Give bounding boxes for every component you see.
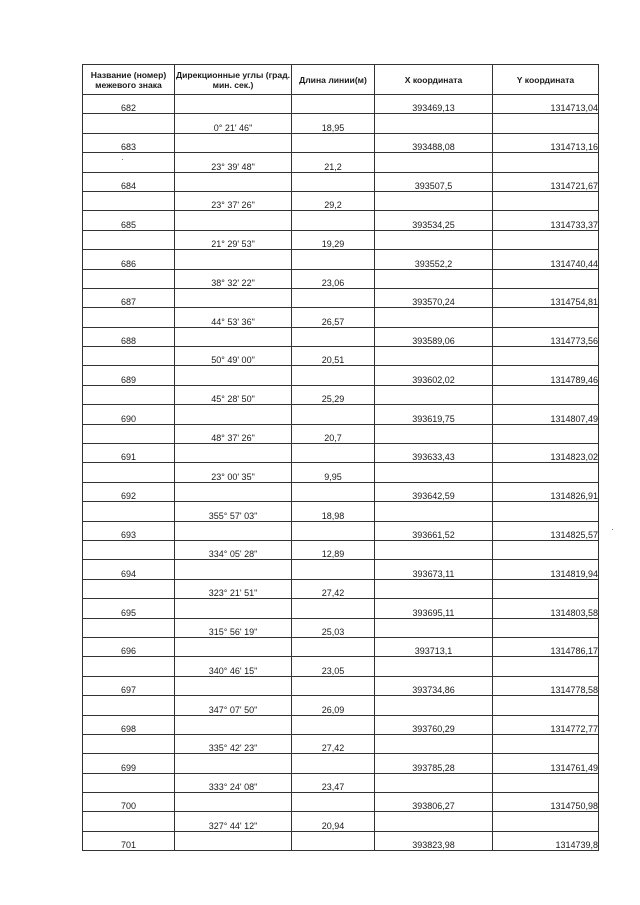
- cell-mark-name: [83, 191, 175, 210]
- cell-x-coordinate: [375, 385, 493, 404]
- cell-x-coordinate: 393642,59: [375, 482, 493, 501]
- cell-line-length: [292, 482, 375, 501]
- cell-x-coordinate: [375, 502, 493, 521]
- boundary-marks-table: [82, 64, 599, 851]
- header-mark-name: Название (номер) межевого знака: [83, 65, 175, 95]
- cell-direction-angle: [175, 95, 292, 114]
- cell-direction-angle: 45° 28' 50": [175, 385, 292, 404]
- cell-mark-name: 685: [83, 211, 175, 230]
- cell-direction-angle: 333° 24' 08": [175, 773, 292, 792]
- cell-mark-name: 686: [83, 250, 175, 269]
- table-row: [83, 579, 599, 598]
- cell-line-length: [292, 599, 375, 618]
- cell-y-coordinate: 1314789,46: [493, 366, 599, 385]
- cell-mark-name: 690: [83, 405, 175, 424]
- cell-mark-name: 696: [83, 637, 175, 656]
- table-row: [83, 269, 599, 288]
- cell-direction-angle: [175, 172, 292, 191]
- cell-y-coordinate: 1314825,57: [493, 521, 599, 540]
- cell-line-length: [292, 444, 375, 463]
- header-line-length: Длина линии(м): [292, 65, 375, 95]
- table-row: [83, 540, 599, 559]
- cell-line-length: 9,95: [292, 463, 375, 482]
- cell-y-coordinate: [493, 269, 599, 288]
- cell-x-coordinate: 393619,75: [375, 405, 493, 424]
- cell-y-coordinate: 1314761,49: [493, 754, 599, 773]
- cell-x-coordinate: [375, 579, 493, 598]
- cell-mark-name: 694: [83, 560, 175, 579]
- cell-y-coordinate: 1314713,04: [493, 95, 599, 114]
- cell-mark-name: 700: [83, 793, 175, 812]
- cell-mark-name: 695: [83, 599, 175, 618]
- cell-mark-name: 699: [83, 754, 175, 773]
- cell-direction-angle: 44° 53' 36": [175, 308, 292, 327]
- cell-y-coordinate: [493, 773, 599, 792]
- cell-x-coordinate: 393589,06: [375, 327, 493, 346]
- cell-x-coordinate: 393633,43: [375, 444, 493, 463]
- cell-mark-name: [83, 269, 175, 288]
- table-row: [83, 482, 599, 501]
- cell-y-coordinate: 1314713,16: [493, 133, 599, 152]
- cell-mark-name: [83, 502, 175, 521]
- cell-direction-angle: [175, 133, 292, 152]
- cell-mark-name: [83, 347, 175, 366]
- cell-line-length: 18,98: [292, 502, 375, 521]
- cell-x-coordinate: 393785,28: [375, 754, 493, 773]
- cell-mark-name: 688: [83, 327, 175, 346]
- table-row: [83, 715, 599, 734]
- cell-x-coordinate: 393823,98: [375, 831, 493, 850]
- table-row: [83, 366, 599, 385]
- cell-direction-angle: 23° 37' 26": [175, 191, 292, 210]
- cell-y-coordinate: 1314750,98: [493, 793, 599, 812]
- cell-mark-name: 697: [83, 676, 175, 695]
- cell-y-coordinate: [493, 734, 599, 753]
- cell-line-length: [292, 133, 375, 152]
- cell-y-coordinate: 1314819,94: [493, 560, 599, 579]
- cell-y-coordinate: [493, 618, 599, 637]
- table-row: [83, 95, 599, 114]
- cell-x-coordinate: [375, 773, 493, 792]
- cell-y-coordinate: [493, 191, 599, 210]
- cell-mark-name: 684: [83, 172, 175, 191]
- cell-y-coordinate: 1314740,44: [493, 250, 599, 269]
- table-row: [83, 288, 599, 307]
- cell-line-length: 23,06: [292, 269, 375, 288]
- table-row: [83, 114, 599, 133]
- cell-direction-angle: 340° 46' 15": [175, 657, 292, 676]
- cell-direction-angle: [175, 715, 292, 734]
- table-row: [83, 521, 599, 540]
- cell-y-coordinate: 1314823,02: [493, 444, 599, 463]
- cell-mark-name: [83, 734, 175, 753]
- cell-line-length: [292, 754, 375, 773]
- table-row: [83, 463, 599, 482]
- cell-mark-name: 691: [83, 444, 175, 463]
- cell-line-length: 27,42: [292, 734, 375, 753]
- cell-direction-angle: [175, 366, 292, 385]
- table-body: [83, 95, 599, 851]
- table-row: [83, 211, 599, 230]
- table-row: [83, 676, 599, 695]
- cell-line-length: 18,95: [292, 114, 375, 133]
- cell-mark-name: 689: [83, 366, 175, 385]
- cell-x-coordinate: 393488,08: [375, 133, 493, 152]
- cell-line-length: 27,42: [292, 579, 375, 598]
- cell-line-length: [292, 250, 375, 269]
- table-row: [83, 424, 599, 443]
- cell-x-coordinate: 393734,86: [375, 676, 493, 695]
- cell-line-length: [292, 560, 375, 579]
- cell-line-length: [292, 95, 375, 114]
- cell-x-coordinate: [375, 347, 493, 366]
- cell-x-coordinate: [375, 191, 493, 210]
- cell-line-length: 26,57: [292, 308, 375, 327]
- header-y-coordinate: Y координата: [493, 65, 599, 95]
- cell-x-coordinate: [375, 463, 493, 482]
- table-row: [83, 191, 599, 210]
- cell-y-coordinate: 1314773,56: [493, 327, 599, 346]
- cell-x-coordinate: 393661,52: [375, 521, 493, 540]
- cell-x-coordinate: 393469,13: [375, 95, 493, 114]
- cell-y-coordinate: [493, 424, 599, 443]
- table-row: [83, 773, 599, 792]
- cell-line-length: 21,2: [292, 153, 375, 172]
- cell-x-coordinate: 393534,25: [375, 211, 493, 230]
- cell-x-coordinate: [375, 114, 493, 133]
- cell-line-length: [292, 637, 375, 656]
- table-row: [83, 618, 599, 637]
- cell-x-coordinate: 393552,2: [375, 250, 493, 269]
- header-x-coordinate: X координата: [375, 65, 493, 95]
- cell-y-coordinate: [493, 696, 599, 715]
- cell-y-coordinate: 1314772,77: [493, 715, 599, 734]
- cell-mark-name: [83, 424, 175, 443]
- cell-y-coordinate: [493, 579, 599, 598]
- scan-speck: [612, 529, 613, 530]
- table-row: [83, 308, 599, 327]
- cell-x-coordinate: [375, 657, 493, 676]
- cell-y-coordinate: [493, 502, 599, 521]
- cell-y-coordinate: [493, 812, 599, 831]
- cell-line-length: [292, 211, 375, 230]
- cell-direction-angle: [175, 793, 292, 812]
- cell-direction-angle: [175, 560, 292, 579]
- cell-x-coordinate: [375, 230, 493, 249]
- cell-line-length: [292, 172, 375, 191]
- cell-direction-angle: 21° 29' 53": [175, 230, 292, 249]
- cell-mark-name: [83, 579, 175, 598]
- cell-y-coordinate: 1314786,17: [493, 637, 599, 656]
- cell-x-coordinate: 393507,5: [375, 172, 493, 191]
- cell-y-coordinate: [493, 463, 599, 482]
- cell-direction-angle: 323° 21' 51": [175, 579, 292, 598]
- cell-y-coordinate: 1314721,67: [493, 172, 599, 191]
- cell-direction-angle: [175, 288, 292, 307]
- header-direction-angle: Дирекционные углы (град. мин. сек.): [175, 65, 292, 95]
- cell-y-coordinate: [493, 540, 599, 559]
- cell-direction-angle: [175, 211, 292, 230]
- table-row: [83, 696, 599, 715]
- cell-line-length: [292, 831, 375, 850]
- table-row: [83, 812, 599, 831]
- cell-mark-name: [83, 230, 175, 249]
- cell-mark-name: 687: [83, 288, 175, 307]
- table-row: [83, 831, 599, 850]
- cell-x-coordinate: [375, 734, 493, 753]
- cell-y-coordinate: 1314803,58: [493, 599, 599, 618]
- table-row: [83, 444, 599, 463]
- cell-line-length: 20,51: [292, 347, 375, 366]
- table-row: [83, 133, 599, 152]
- table-row: [83, 347, 599, 366]
- cell-y-coordinate: [493, 114, 599, 133]
- table-row: [83, 405, 599, 424]
- cell-line-length: [292, 793, 375, 812]
- cell-y-coordinate: [493, 347, 599, 366]
- cell-mark-name: [83, 540, 175, 559]
- cell-mark-name: 683: [83, 133, 175, 152]
- cell-line-length: [292, 405, 375, 424]
- cell-y-coordinate: [493, 657, 599, 676]
- cell-line-length: [292, 327, 375, 346]
- cell-direction-angle: 347° 07' 50": [175, 696, 292, 715]
- cell-direction-angle: [175, 444, 292, 463]
- cell-direction-angle: [175, 482, 292, 501]
- table-row: [83, 657, 599, 676]
- cell-direction-angle: 38° 32' 22": [175, 269, 292, 288]
- cell-x-coordinate: [375, 269, 493, 288]
- cell-direction-angle: 334° 05' 28": [175, 540, 292, 559]
- table-row: [83, 754, 599, 773]
- cell-line-length: 26,09: [292, 696, 375, 715]
- table-row: [83, 560, 599, 579]
- cell-y-coordinate: [493, 308, 599, 327]
- cell-mark-name: 693: [83, 521, 175, 540]
- cell-line-length: 19,29: [292, 230, 375, 249]
- table-row: [83, 230, 599, 249]
- cell-line-length: 25,03: [292, 618, 375, 637]
- cell-y-coordinate: 1314778,58: [493, 676, 599, 695]
- cell-direction-angle: [175, 405, 292, 424]
- cell-line-length: 12,89: [292, 540, 375, 559]
- cell-direction-angle: 355° 57' 03": [175, 502, 292, 521]
- cell-line-length: 23,47: [292, 773, 375, 792]
- cell-x-coordinate: 393695,11: [375, 599, 493, 618]
- table-row: [83, 153, 599, 172]
- cell-mark-name: 701: [83, 831, 175, 850]
- table-row: [83, 172, 599, 191]
- cell-x-coordinate: 393760,29: [375, 715, 493, 734]
- cell-x-coordinate: [375, 618, 493, 637]
- cell-mark-name: [83, 385, 175, 404]
- cell-line-length: [292, 715, 375, 734]
- table-row: [83, 327, 599, 346]
- table-row: [83, 502, 599, 521]
- cell-mark-name: [83, 153, 175, 172]
- cell-direction-angle: [175, 250, 292, 269]
- cell-x-coordinate: 393673,11: [375, 560, 493, 579]
- cell-direction-angle: 23° 00' 35": [175, 463, 292, 482]
- cell-direction-angle: [175, 676, 292, 695]
- cell-direction-angle: [175, 521, 292, 540]
- cell-line-length: [292, 521, 375, 540]
- cell-direction-angle: [175, 327, 292, 346]
- cell-mark-name: [83, 812, 175, 831]
- cell-line-length: [292, 288, 375, 307]
- cell-y-coordinate: 1314733,37: [493, 211, 599, 230]
- cell-mark-name: 692: [83, 482, 175, 501]
- table-header-row: [83, 65, 599, 95]
- cell-mark-name: [83, 618, 175, 637]
- cell-y-coordinate: 1314754,81: [493, 288, 599, 307]
- cell-x-coordinate: [375, 308, 493, 327]
- cell-direction-angle: [175, 637, 292, 656]
- cell-x-coordinate: 393713,1: [375, 637, 493, 656]
- cell-direction-angle: 335° 42' 23": [175, 734, 292, 753]
- cell-direction-angle: [175, 754, 292, 773]
- cell-y-coordinate: 1314826,91: [493, 482, 599, 501]
- cell-direction-angle: [175, 599, 292, 618]
- cell-line-length: [292, 366, 375, 385]
- cell-line-length: 29,2: [292, 191, 375, 210]
- cell-x-coordinate: [375, 696, 493, 715]
- table-row: [83, 599, 599, 618]
- cell-y-coordinate: [493, 230, 599, 249]
- cell-mark-name: [83, 773, 175, 792]
- cell-line-length: 20,94: [292, 812, 375, 831]
- table-row: [83, 637, 599, 656]
- cell-direction-angle: 0° 21' 46": [175, 114, 292, 133]
- cell-direction-angle: 327° 44' 12": [175, 812, 292, 831]
- cell-y-coordinate: 1314807,49: [493, 405, 599, 424]
- cell-line-length: 20,7: [292, 424, 375, 443]
- cell-y-coordinate: 1314739,8: [493, 831, 599, 850]
- cell-direction-angle: 50° 49' 00": [175, 347, 292, 366]
- cell-line-length: 23,05: [292, 657, 375, 676]
- scan-speck: [122, 159, 123, 160]
- cell-direction-angle: 315° 56' 19": [175, 618, 292, 637]
- cell-x-coordinate: [375, 540, 493, 559]
- cell-x-coordinate: [375, 153, 493, 172]
- cell-x-coordinate: 393602,02: [375, 366, 493, 385]
- table-row: [83, 250, 599, 269]
- cell-line-length: 25,29: [292, 385, 375, 404]
- cell-direction-angle: 48° 37' 26": [175, 424, 292, 443]
- table-row: [83, 385, 599, 404]
- table-row: [83, 734, 599, 753]
- cell-line-length: [292, 676, 375, 695]
- cell-mark-name: 682: [83, 95, 175, 114]
- cell-direction-angle: 23° 39' 48": [175, 153, 292, 172]
- cell-mark-name: [83, 114, 175, 133]
- cell-mark-name: [83, 657, 175, 676]
- cell-x-coordinate: [375, 812, 493, 831]
- cell-mark-name: [83, 308, 175, 327]
- cell-direction-angle: [175, 831, 292, 850]
- cell-y-coordinate: [493, 385, 599, 404]
- cell-y-coordinate: [493, 153, 599, 172]
- cell-x-coordinate: [375, 424, 493, 443]
- cell-x-coordinate: 393570,24: [375, 288, 493, 307]
- cell-mark-name: [83, 463, 175, 482]
- table-row: [83, 793, 599, 812]
- cell-mark-name: 698: [83, 715, 175, 734]
- cell-mark-name: [83, 696, 175, 715]
- cell-x-coordinate: 393806,27: [375, 793, 493, 812]
